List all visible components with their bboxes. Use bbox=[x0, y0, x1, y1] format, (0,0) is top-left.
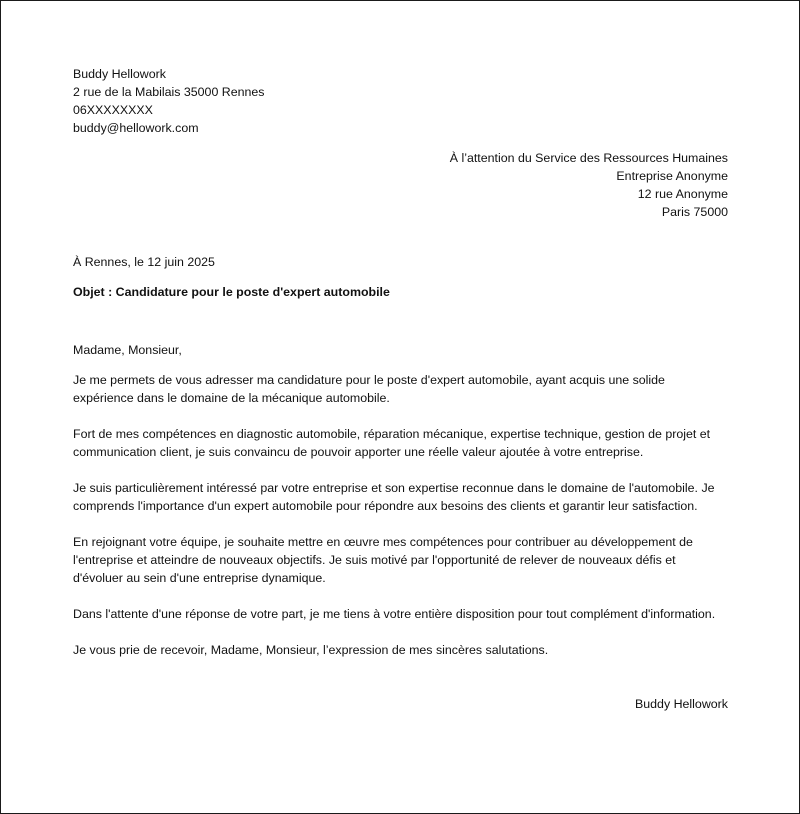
recipient-attention: À l’attention du Service des Ressources Humaines bbox=[449, 151, 728, 165]
recipient-city: Paris 75000 bbox=[661, 205, 728, 219]
body-paragraph-2: Fort de mes compétences en diagnostic automobile, réparation mécanique, expertise technique, gestion de projet et communication client, je suis convaincu de pouvoir apporter une réelle valeur ajoutée à votre entreprise. bbox=[73, 427, 711, 459]
signature: Buddy Hellowork bbox=[635, 697, 728, 711]
sender-email: buddy@hellowork.com bbox=[73, 121, 199, 135]
closing-paragraph: Je vous prie de recevoir, Madame, Monsieur, l’expression de mes sincères salutations. bbox=[73, 643, 549, 657]
salutation: Madame, Monsieur, bbox=[73, 343, 182, 357]
sender-phone: 06XXXXXXXX bbox=[73, 103, 153, 117]
subject-line: Objet : Candidature pour le poste d'expert automobile bbox=[73, 285, 390, 299]
body-paragraph-5: Dans l'attente d'une réponse de votre part, je me tiens à votre entière disposition pour tout complément d'information. bbox=[73, 607, 716, 621]
recipient-block bbox=[73, 149, 728, 221]
sender-block bbox=[73, 65, 728, 137]
sender-address: 2 rue de la Mabilais 35000 Rennes bbox=[73, 85, 265, 99]
recipient-street: 12 rue Anonyme bbox=[637, 187, 728, 201]
body-paragraph-1: Je me permets de vous adresser ma candidature pour le poste d'expert automobile, ayant acquis une solide expérience dans le domaine de la mécanique automobile. bbox=[73, 373, 665, 405]
date-line: À Rennes, le 12 juin 2025 bbox=[73, 255, 215, 269]
sender-name: Buddy Hellowork bbox=[73, 67, 166, 81]
body-paragraph-4: En rejoignant votre équipe, je souhaite mettre en œuvre mes compétences pour contribuer au développement de l'entreprise et atteindre de nouveaux objectifs. Je suis motivé par l'opportunité de relever de nouveaux défis et d'évoluer au sein d'une entreprise dynamique. bbox=[73, 535, 693, 585]
body-paragraph-3: Je suis particulièrement intéressé par votre entreprise et son expertise reconnue dans le domaine de l'automobile. Je comprends l'importance d'un expert automobile pour répondre aux besoins des clients et garantir leur satisfaction. bbox=[73, 481, 715, 513]
letter-content bbox=[73, 65, 728, 713]
recipient-company: Entreprise Anonyme bbox=[616, 169, 728, 183]
